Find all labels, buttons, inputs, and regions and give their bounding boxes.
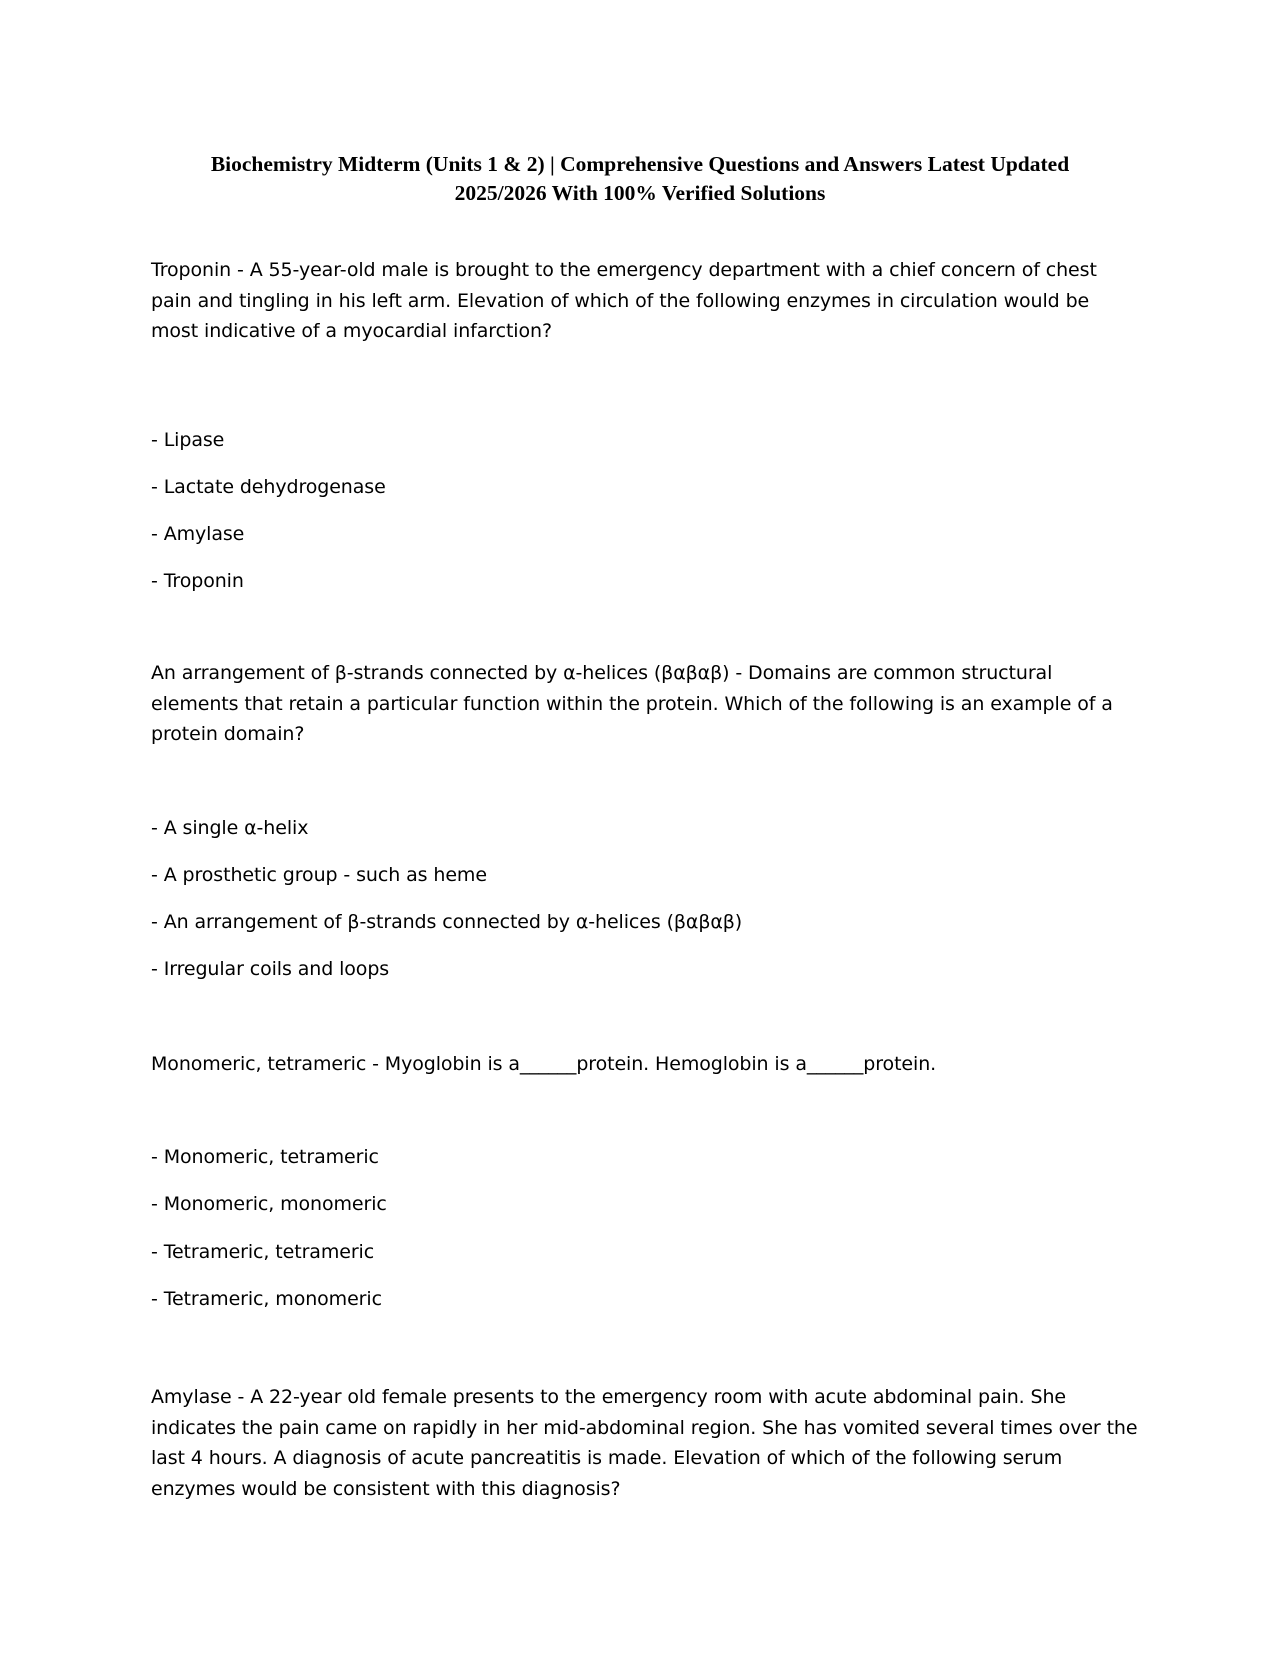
question-3-option-3: - Tetrameric, tetrameric bbox=[151, 1241, 375, 1263]
question-2-text bbox=[151, 658, 1141, 750]
question-line: Amylase - A 22-year old female presents to the emergency room with acute abdominal pain. She bbox=[151, 1386, 1067, 1408]
question-line: An arrangement of β-strands connected by α-helices (βαβαβ) - Domains are common structural bbox=[151, 662, 1053, 684]
question-4-text bbox=[151, 1382, 1141, 1504]
question-line: Troponin - A 55-year-old male is brought to the emergency department with a chief concern of chest bbox=[151, 259, 1097, 281]
question-1-option-4: - Troponin bbox=[151, 570, 244, 592]
question-1-text bbox=[151, 255, 1141, 347]
question-2-option-4: - Irregular coils and loops bbox=[151, 958, 390, 980]
question-1-option-1: - Lipase bbox=[151, 429, 225, 451]
question-line: Monomeric, tetrameric - Myoglobin is a______protein. Hemoglobin is a______protein. bbox=[151, 1053, 937, 1075]
question-2-option-3: - An arrangement of β-strands connected by α-helices (βαβαβ) bbox=[151, 911, 743, 933]
question-line: last 4 hours. A diagnosis of acute pancreatitis is made. Elevation of which of the following serum bbox=[151, 1447, 1063, 1469]
title-line-1: Biochemistry Midterm (Units 1 & 2) | Comprehensive Questions and Answers Latest Updated bbox=[210, 152, 1070, 176]
title-line-2: 2025/2026 With 100% Verified Solutions bbox=[454, 181, 826, 205]
question-1-option-3: - Amylase bbox=[151, 523, 245, 545]
question-3-text bbox=[151, 1049, 1141, 1080]
question-line: enzymes would be consistent with this diagnosis? bbox=[151, 1477, 621, 1500]
question-line: pain and tingling in his left arm. Elevation of which of the following enzymes in circulation would be bbox=[151, 289, 1090, 312]
question-line: most indicative of a myocardial infarction? bbox=[151, 320, 552, 342]
question-1-option-2: - Lactate dehydrogenase bbox=[151, 476, 386, 498]
question-3-option-4: - Tetrameric, monomeric bbox=[151, 1288, 382, 1310]
question-2-option-2: - A prosthetic group - such as heme bbox=[151, 864, 487, 886]
question-line: indicates the pain came on rapidly in her mid-abdominal region. She has vomited several times over the bbox=[151, 1416, 1138, 1439]
question-3-option-1: - Monomeric, tetrameric bbox=[151, 1146, 379, 1168]
question-3-option-2: - Monomeric, monomeric bbox=[151, 1193, 387, 1215]
question-line: elements that retain a particular function within the protein. Which of the following is an example of a bbox=[151, 692, 1113, 715]
question-line: protein domain? bbox=[151, 723, 305, 745]
question-2-option-1: - A single α-helix bbox=[151, 817, 309, 839]
document-title bbox=[150, 150, 1130, 208]
